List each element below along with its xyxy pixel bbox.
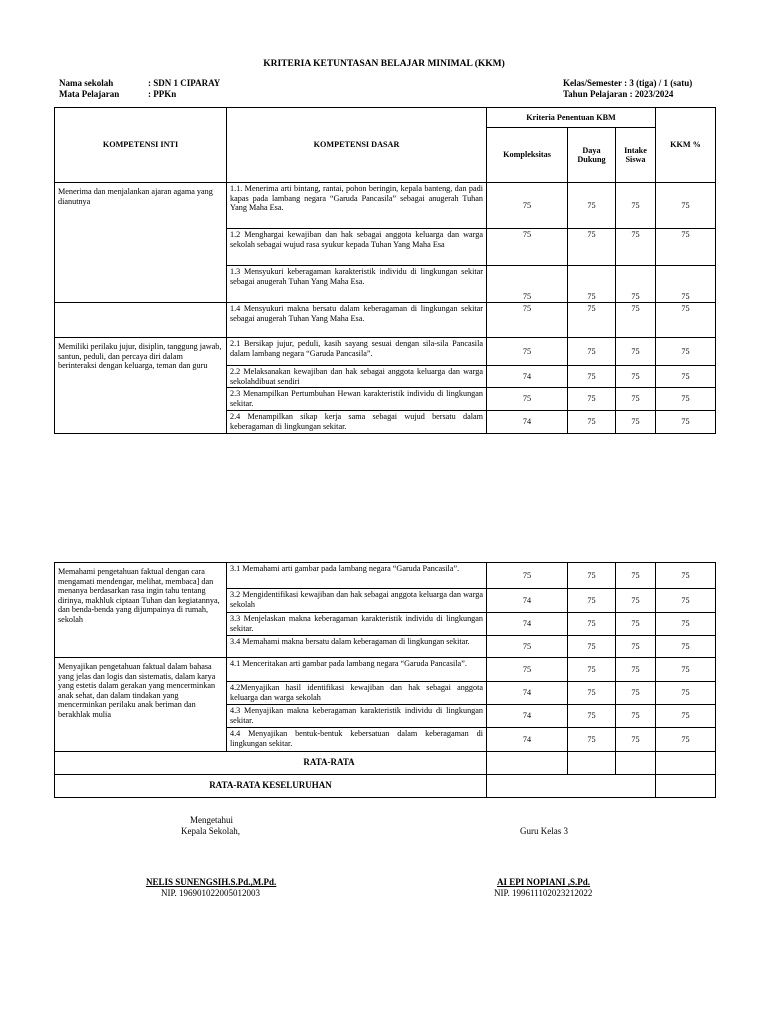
support-cell: 75 [568,366,616,388]
support-cell: 75 [568,658,616,682]
complexity-cell: 75 [487,229,568,266]
kkm-cell: 75 [656,229,716,266]
average-label: RATA-RATA [55,752,487,775]
kkm-cell: 75 [656,705,716,728]
kkm-cell: 75 [656,366,716,388]
kkm-table-upper [54,107,716,434]
complexity-cell: 74 [487,728,568,752]
intake-cell: 75 [616,338,656,366]
support-cell: 75 [568,563,616,589]
teacher-title: Guru Kelas 3 [520,826,568,836]
support-cell: 75 [568,728,616,752]
school-value: : SDN 1 CIPARAY [148,78,221,88]
complexity-cell: 75 [487,658,568,682]
overall-average-value [487,775,656,798]
complexity-cell: 75 [487,388,568,411]
intake-cell: 75 [616,366,656,388]
school-label: Nama sekolah [59,78,114,88]
average-kkm [656,752,716,775]
support-cell: 75 [568,338,616,366]
complexity-cell: 75 [487,636,568,658]
average-complexity [487,752,568,775]
support-cell: 75 [568,183,616,229]
intake-cell: 75 [616,682,656,705]
intake-cell: 75 [616,613,656,636]
header-ki: KOMPETENSI INTI [55,108,227,183]
intake-cell: 75 [616,183,656,229]
intake-cell: 75 [616,303,656,338]
intake-cell: 75 [616,705,656,728]
intake-cell: 75 [616,658,656,682]
acknowledged-label: Mengetahui [190,815,233,825]
document-title: KRITERIA KETUNTASAN BELAJAR MINIMAL (KKM) [263,59,505,69]
support-cell: 75 [568,682,616,705]
kd-cell: 3.3 Menjelaskan makna keberagaman karakteristik individu di lingkungan sekitar. [227,613,487,636]
complexity-cell: 74 [487,411,568,434]
overall-average-kkm [656,775,716,798]
kkm-cell: 75 [656,658,716,682]
kd-cell: 2.3 Menampilkan Pertumbuhan Hewan karakteristik individu di lingkungan sekitar. [227,388,487,411]
kd-cell: 4.1 Menceritakan arti gambar pada lambang negara “Garuda Pancasila”. [227,658,487,682]
kkm-cell: 75 [656,563,716,589]
intake-cell: 75 [616,388,656,411]
complexity-cell: 74 [487,589,568,613]
principal-title: Kepala Sekolah, [181,826,240,836]
intake-cell: 75 [616,563,656,589]
average-intake [616,752,656,775]
principal-nip: NIP. 196901022005012003 [161,888,261,898]
header-support: Daya Dukung [568,128,616,183]
support-cell: 75 [568,613,616,636]
school-year: Tahun Pelajaran : 2023/2024 [563,89,674,99]
kd-cell: 2.4 Menampilkan sikap kerja sama sebagai wujud bersatu dalam keberagaman di lingkungan sekitar. [227,411,487,434]
kkm-table-lower [54,562,716,798]
kd-cell: 2.1 Bersikap jujur, peduli, kasih sayang sesuai dengan sila-sila Pancasila dalam lambang negara “Garuda Pancasila”. [227,338,487,366]
kd-cell: 4.2Menyajikan hasil identifikasi kewajiban dan hak sebagai anggota keluarga dan warga sekolah [227,682,487,705]
kkm-cell: 75 [656,613,716,636]
complexity-cell: 75 [487,338,568,366]
ki-cell: Memiliki perilaku jujur, disiplin, tanggung jawab, santun, peduli, dan percaya diri dalam berinteraksi dengan keluarga, teman dan guru [55,338,227,434]
kd-cell: 3.1 Memahami arti gambar pada lambang negara “Garuda Pancasila”. [227,563,487,589]
header-kkm: KKM % [656,108,716,183]
support-cell: 75 [568,636,616,658]
complexity-cell: 75 [487,266,568,303]
kkm-cell: 75 [656,338,716,366]
kkm-cell: 75 [656,388,716,411]
kd-cell: 1.3 Mensyukuri keberagaman karakteristik individu di lingkungan sekitar sebagai anugerah Tuhan Yang Maha Esa. [227,266,487,303]
kkm-cell: 75 [656,728,716,752]
kkm-cell: 75 [656,303,716,338]
kd-cell: 3.4 Memahami makna bersatu dalam keberagaman di lingkungan sekitar. [227,636,487,658]
complexity-cell: 74 [487,366,568,388]
kkm-cell: 75 [656,682,716,705]
kd-cell: 4.3 Menyajikan makna keberagaman karakteristik individu di lingkungan sekitar. [227,705,487,728]
kkm-cell: 75 [656,636,716,658]
principal-name: NELIS SUNENGSIH.S.Pd.,M.Pd. [146,877,277,887]
complexity-cell: 74 [487,705,568,728]
overall-average-label: RATA-RATA KESELURUHAN [55,775,487,798]
intake-cell: 75 [616,589,656,613]
average-support [568,752,616,775]
kd-cell: 2.2 Melaksanakan kewajiban dan hak sebagai anggota keluarga dan warga sekolahdibuat sendiri [227,366,487,388]
subject-label: Mata Pelajaran [59,89,120,99]
subject-value: : PPKn [148,89,177,99]
complexity-cell: 74 [487,613,568,636]
ki-cell-empty [55,303,227,338]
intake-cell: 75 [616,728,656,752]
support-cell: 75 [568,411,616,434]
kkm-cell: 75 [656,589,716,613]
complexity-cell: 75 [487,183,568,229]
support-cell: 75 [568,705,616,728]
intake-cell: 75 [616,411,656,434]
teacher-name: AI EPI NOPIANI ,S.Pd. [497,877,591,887]
support-cell: 75 [568,229,616,266]
complexity-cell: 74 [487,682,568,705]
ki-cell: Menerima dan menjalankan ajaran agama yang dianutnya [55,183,227,303]
support-cell: 75 [568,388,616,411]
header-kd: KOMPETENSI DASAR [227,108,487,183]
header-complexity: Kompleksitas [487,128,568,183]
header-intake: Intake Siswa [616,128,656,183]
kkm-cell: 75 [656,183,716,229]
kkm-cell: 75 [656,266,716,303]
header-criteria: Kriteria Penentuan KBM [487,108,656,128]
ki-cell: Memahami pengetahuan faktual dengan cara mengamati mendengar, melihat, membaca] dan menanya berdasarkan rasa ingin tahu tentang dirinya, makhluk ciptaan Tuhan dan kegiatannya, dan benda-benda yang dijumpainya di rumah, sekolah [55,563,227,658]
kd-cell: 1.2 Menghargai kewajiban dan hak sebagai anggota keluarga dan warga sekolah sebagai wujud rasa syukur kepada Tuhan Yang Maha Esa [227,229,487,266]
support-cell: 75 [568,589,616,613]
intake-cell: 75 [616,229,656,266]
intake-cell: 75 [616,266,656,303]
intake-cell: 75 [616,636,656,658]
support-cell: 75 [568,266,616,303]
teacher-nip: NIP. 199611102023212022 [494,888,593,898]
kkm-cell: 75 [656,411,716,434]
class-semester: Kelas/Semester : 3 (tiga) / 1 (satu) [563,78,693,88]
complexity-cell: 75 [487,303,568,338]
support-cell: 75 [568,303,616,338]
kd-cell: 4.4 Menyajikan bentuk-bentuk kebersatuan dalam keberagaman di lingkungan sekitar. [227,728,487,752]
kd-cell: 1.4 Mensyukuri makna bersatu dalam keberagaman di lingkungan sekitar sebagai anugerah Tuhan Yang Maha Esa. [227,303,487,338]
kd-cell: 3.2 Mengidentifikasi kewajiban dan hak sebagai anggota keluarga dan warga sekolah [227,589,487,613]
ki-cell: Menyajikan pengetahuan faktual dalam bahasa yang jelas dan logis dan sistematis, dalam karya yang estetis dalam gerakan yang mencerminkan anak sehat, dan dalam tindakan yang mencerminkan perilaku anak beriman dan berakhlak mulia [55,658,227,752]
kd-cell: 1.1. Menerima arti bintang, rantai, pohon beringin, kepala banteng, dan padi kapas pada lambang negara “Garuda Pancasila” sebagai anugerah Tuhan Yang Maha Esa. [227,183,487,229]
complexity-cell: 75 [487,563,568,589]
